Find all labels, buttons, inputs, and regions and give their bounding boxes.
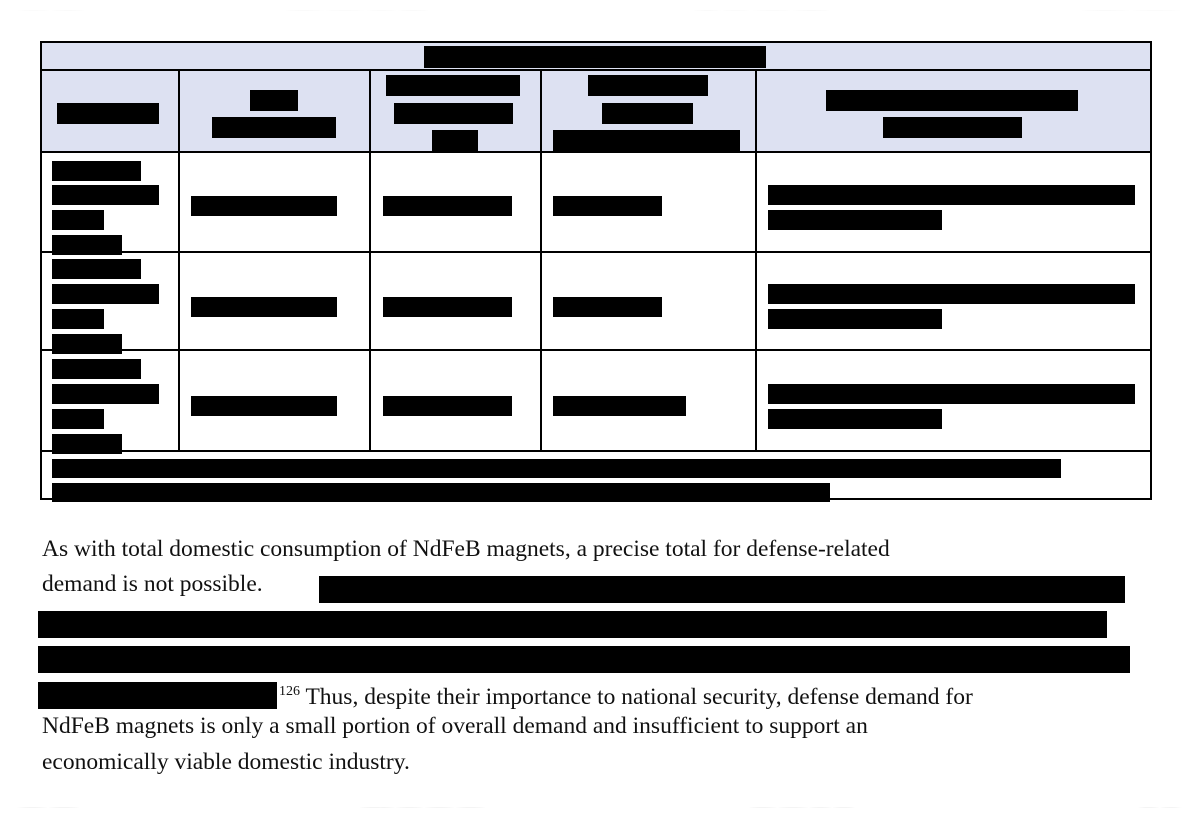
table-border-top xyxy=(40,41,1152,43)
redacted-header-text xyxy=(212,117,336,138)
redacted-cell-text xyxy=(52,284,159,304)
paragraph-line: As with total domestic consumption of NdFeB magnets, a precise total for defense-related xyxy=(42,536,890,562)
table-column-rule xyxy=(755,69,757,452)
redacted-cell-text xyxy=(191,396,337,416)
table-rule xyxy=(40,151,1152,153)
paragraph-line: economically viable domestic industry. xyxy=(42,749,410,775)
redacted-cell-text xyxy=(768,409,942,429)
redacted-sentence xyxy=(319,576,1125,603)
redacted-header-text xyxy=(57,103,159,124)
redacted-cell-text xyxy=(52,235,122,255)
redacted-cell-text xyxy=(52,334,122,354)
redacted-cell-text xyxy=(52,434,122,454)
redacted-header-text xyxy=(883,117,1022,138)
table-column-rule xyxy=(540,69,542,452)
table-column-rule xyxy=(369,69,371,452)
table-column-rule xyxy=(178,69,180,452)
redacted-cell-text xyxy=(768,384,1135,404)
table-border-right xyxy=(1150,41,1152,500)
redacted-header-text xyxy=(386,75,520,96)
redacted-header-text xyxy=(432,130,478,151)
redacted-cell-text xyxy=(553,297,662,317)
redacted-header-text xyxy=(553,130,740,151)
redacted-table-title xyxy=(424,46,766,68)
redacted-cell-text xyxy=(768,309,942,329)
redacted-cell-text xyxy=(52,185,159,205)
redacted-sentence xyxy=(38,646,1130,673)
redacted-cell-text xyxy=(768,284,1135,304)
redacted-header-text xyxy=(826,90,1078,111)
redacted-cell-text xyxy=(383,297,512,317)
redacted-cell-text xyxy=(191,196,337,216)
redacted-header-text xyxy=(588,75,708,96)
paragraph-line: NdFeB magnets is only a small portion of overall demand and insufficient to support an xyxy=(42,713,868,739)
redacted-cell-text xyxy=(52,210,104,230)
redacted-cell-text xyxy=(52,309,104,329)
redacted-cell-text xyxy=(553,196,662,216)
redacted-sentence xyxy=(38,611,1107,638)
redacted-header-text xyxy=(250,90,298,111)
table-rule xyxy=(40,69,1152,71)
footnote-reference[interactable]: 126 xyxy=(279,684,300,699)
redacted-cell-text xyxy=(52,409,104,429)
table-border-left xyxy=(40,41,42,500)
redacted-cell-text xyxy=(553,396,686,416)
redacted-table-note xyxy=(52,459,1061,478)
redacted-cell-text xyxy=(52,161,141,181)
redacted-cell-text xyxy=(52,359,141,379)
redacted-cell-text xyxy=(383,196,512,216)
table-rule xyxy=(40,450,1152,452)
redacted-header-text xyxy=(602,103,693,124)
redacted-cell-text xyxy=(191,297,337,317)
paragraph-text: Thus, despite their importance to national security, defense demand for xyxy=(300,684,973,710)
table-rule xyxy=(40,349,1152,351)
redacted-cell-text xyxy=(52,259,141,279)
redacted-header-text xyxy=(394,103,513,124)
redacted-cell-text xyxy=(768,185,1135,205)
redacted-sentence xyxy=(38,682,277,709)
paragraph-text: demand is not possible. xyxy=(42,571,263,597)
redacted-cell-text xyxy=(383,396,512,416)
redacted-cell-text xyxy=(52,384,159,404)
redacted-cell-text xyxy=(768,210,942,230)
redacted-table-note xyxy=(52,483,830,502)
table-rule xyxy=(40,251,1152,253)
